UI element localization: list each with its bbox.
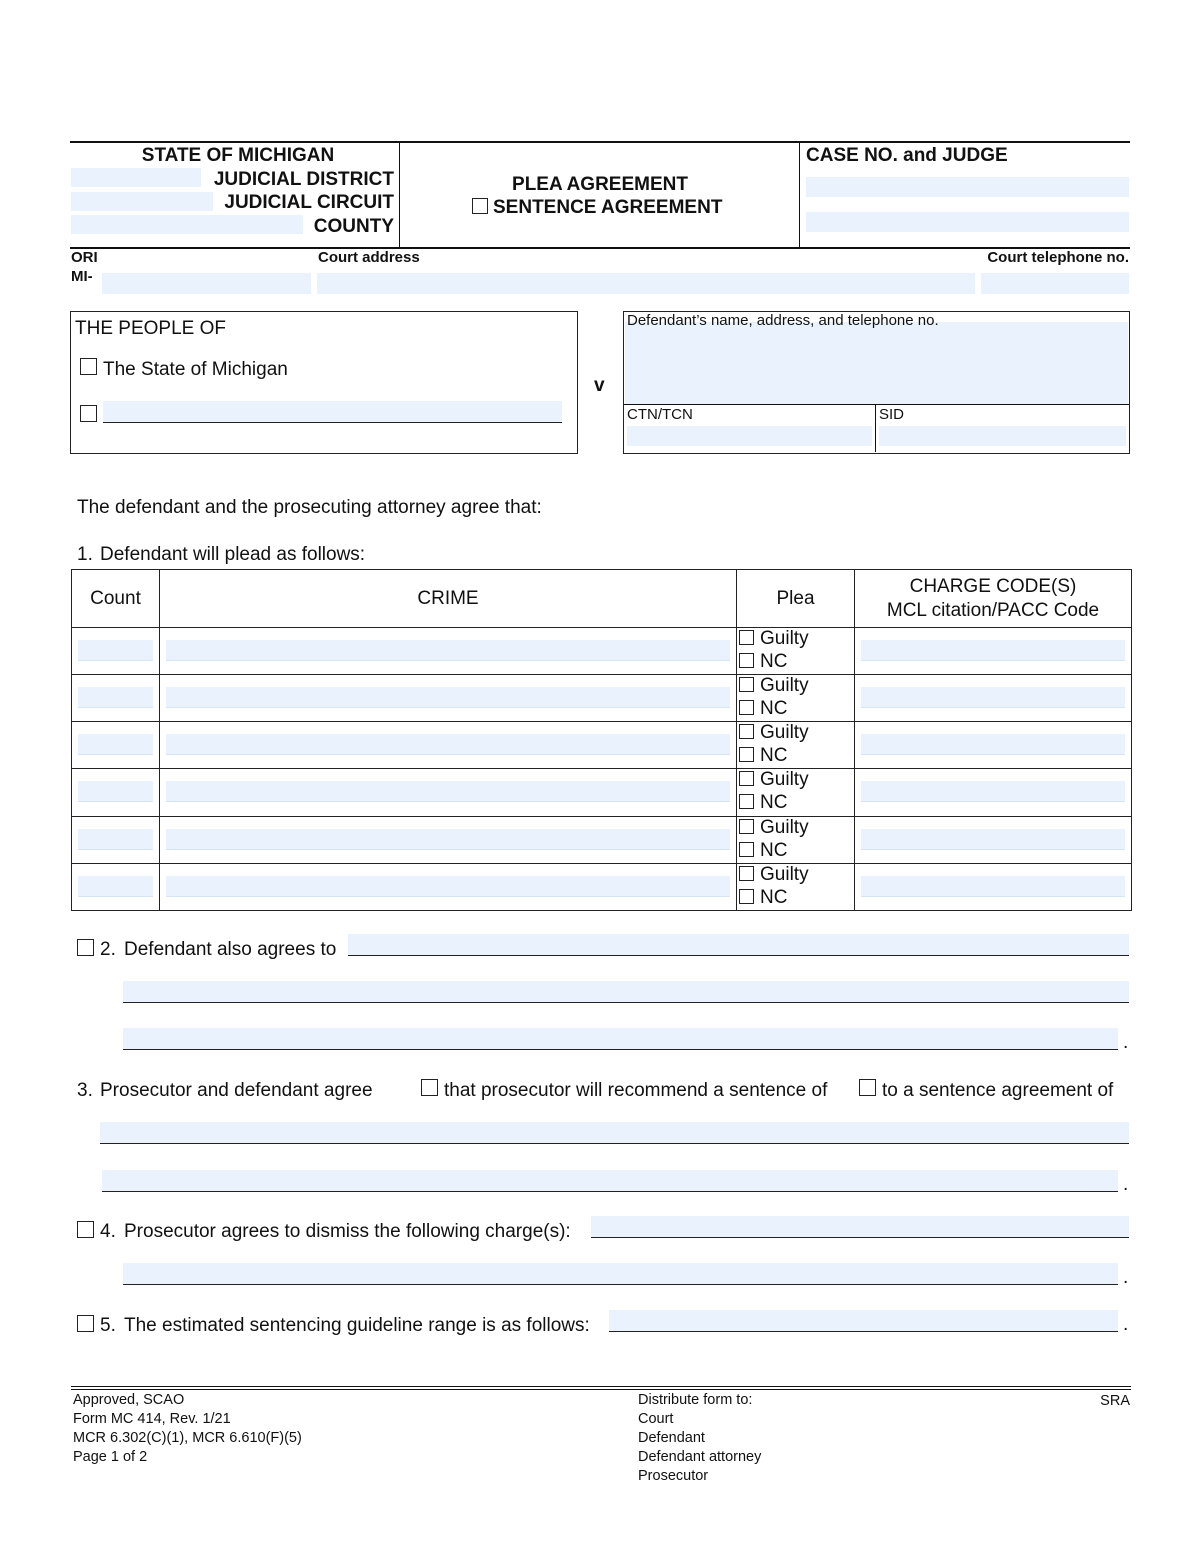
plea-table: [71, 569, 1132, 911]
count-field[interactable]: [78, 687, 153, 708]
state-label: STATE OF MICHIGAN: [141, 145, 335, 166]
plea-nc-checkbox[interactable]: [739, 747, 754, 762]
item4-field-line1[interactable]: [591, 1216, 1129, 1238]
plea-nc-checkbox[interactable]: [739, 653, 754, 668]
item4-number: 4.: [100, 1221, 116, 1242]
count-field[interactable]: [78, 876, 153, 897]
item2-text: Defendant also agrees to: [124, 939, 337, 960]
plea-guilty-label: Guilty: [760, 863, 809, 885]
case-no-field[interactable]: [806, 177, 1129, 197]
footer-defendant-attorney: Defendant attorney: [638, 1449, 762, 1465]
count-field[interactable]: [78, 781, 153, 802]
charge-code-field[interactable]: [861, 781, 1125, 802]
plea-guilty-label: Guilty: [760, 816, 809, 838]
crime-cell: [160, 769, 737, 816]
footer-distribute: Distribute form to:: [638, 1392, 753, 1408]
charge-code-field[interactable]: [861, 876, 1125, 897]
crime-field[interactable]: [166, 876, 730, 897]
judicial-circuit-field[interactable]: [71, 192, 213, 211]
item4-checkbox[interactable]: [77, 1221, 94, 1238]
plea-nc-checkbox[interactable]: [739, 842, 754, 857]
people-of-label: THE PEOPLE OF: [75, 318, 226, 339]
judicial-circuit-label: JUDICIAL CIRCUIT: [224, 192, 394, 213]
plea-nc-label: NC: [760, 792, 788, 814]
plea-guilty-checkbox[interactable]: [739, 724, 754, 739]
count-field[interactable]: [78, 640, 153, 661]
plea-guilty-label: Guilty: [760, 675, 809, 697]
count-cell: [72, 863, 160, 910]
plea-option-guilty[interactable]: [739, 817, 809, 839]
plea-option-nc[interactable]: [739, 745, 787, 767]
table-row: [72, 628, 1132, 675]
plea-cell: [737, 628, 855, 675]
plea-nc-label: NC: [760, 839, 788, 861]
crime-field[interactable]: [166, 781, 730, 802]
item2-checkbox[interactable]: [77, 939, 94, 956]
footer-page: Page 1 of 2: [73, 1449, 148, 1465]
ctn-sid-divider: [875, 404, 876, 452]
plea-nc-checkbox[interactable]: [739, 700, 754, 715]
footer-rule-top: [71, 1386, 1131, 1387]
sentence-agreement-checkbox[interactable]: [472, 198, 488, 214]
plea-guilty-label: Guilty: [760, 628, 809, 649]
footer-prosecutor: Prosecutor: [638, 1468, 709, 1484]
case-no-judge-label: CASE NO. and JUDGE: [806, 145, 1008, 166]
item4-text: Prosecutor agrees to dismiss the following charge(s):: [124, 1221, 571, 1242]
footer-court: Court: [638, 1411, 674, 1427]
ori-field[interactable]: [102, 273, 311, 294]
plea-option-nc[interactable]: [739, 698, 787, 720]
item4-period: .: [1123, 1267, 1129, 1288]
intro-text: The defendant and the prosecuting attorney agree that:: [77, 497, 542, 518]
count-field[interactable]: [78, 734, 153, 755]
court-address-label: Court address: [318, 249, 420, 266]
crime-cell: [160, 628, 737, 675]
footer-form: Form MC 414, Rev. 1/21: [73, 1411, 231, 1427]
plea-nc-label: NC: [760, 886, 788, 908]
plea-guilty-label: Guilty: [760, 722, 809, 744]
plea-option-nc[interactable]: [739, 840, 787, 862]
crime-cell: [160, 863, 737, 910]
item3-field-line2[interactable]: [102, 1170, 1118, 1192]
ori-label: ORI: [71, 249, 98, 266]
item5-text: The estimated sentencing guideline range is as follows:: [124, 1315, 590, 1336]
plea-option-nc[interactable]: [739, 651, 787, 673]
item3-period: .: [1123, 1174, 1129, 1195]
plea-cell: [737, 675, 855, 722]
plea-option-guilty[interactable]: [739, 769, 809, 791]
crime-field[interactable]: [166, 640, 730, 661]
sid-label: SID: [879, 406, 905, 423]
versus-label: v: [594, 375, 605, 396]
other-plaintiff-checkbox[interactable]: [80, 405, 97, 422]
judicial-district-label: JUDICIAL DISTRICT: [213, 169, 394, 190]
defendant-info-label: Defendant’s name, address, and telephone no.: [627, 312, 939, 329]
other-plaintiff-field[interactable]: [103, 401, 562, 423]
crime-field[interactable]: [166, 829, 730, 850]
plea-guilty-checkbox[interactable]: [739, 819, 754, 834]
plea-nc-label: NC: [760, 651, 788, 672]
sentence-agreement-option-checkbox[interactable]: [859, 1079, 876, 1096]
crime-field[interactable]: [166, 734, 730, 755]
plea-nc-checkbox[interactable]: [739, 794, 754, 809]
charge-code-cell: [855, 816, 1132, 863]
plea-guilty-checkbox[interactable]: [739, 771, 754, 786]
plea-option-guilty[interactable]: [739, 722, 809, 744]
count-cell: [72, 628, 160, 675]
charge-code-field[interactable]: [861, 829, 1125, 850]
defendant-info-field[interactable]: [625, 322, 1128, 404]
plea-guilty-checkbox[interactable]: [739, 866, 754, 881]
charge-code-cell: [855, 722, 1132, 769]
count-field[interactable]: [78, 829, 153, 850]
state-of-michigan-label: The State of Michigan: [103, 359, 288, 380]
charge-code-cell: [855, 675, 1132, 722]
header-top-rule: [70, 141, 1130, 143]
plea-agreement-title: PLEA AGREEMENT: [512, 174, 688, 195]
mi-label: MI-: [71, 268, 93, 285]
judicial-district-field[interactable]: [71, 168, 201, 187]
plea-nc-checkbox[interactable]: [739, 889, 754, 904]
charge-code-header-line2: MCL citation/PACC Code: [886, 599, 1100, 621]
table-row: [72, 769, 1132, 816]
item5-checkbox[interactable]: [77, 1315, 94, 1332]
plea-option-nc[interactable]: [739, 887, 787, 909]
charge-code-cell: [855, 628, 1132, 675]
item3-text: Prosecutor and defendant agree: [100, 1080, 373, 1101]
plea-guilty-checkbox[interactable]: [739, 630, 754, 645]
judge-field[interactable]: [806, 212, 1129, 232]
charge-code-cell: [855, 769, 1132, 816]
footer-defendant: Defendant: [638, 1430, 705, 1446]
table-row: [72, 722, 1132, 769]
plea-cell: [737, 769, 855, 816]
charge-code-header-line1: CHARGE CODE(S): [909, 575, 1077, 597]
item2-period: .: [1123, 1032, 1129, 1053]
count-header: Count: [72, 570, 160, 628]
plea-nc-label: NC: [760, 745, 788, 767]
plea-option-guilty[interactable]: [739, 864, 809, 886]
county-field[interactable]: [71, 215, 303, 234]
recommend-sentence-checkbox[interactable]: [421, 1079, 438, 1096]
item2-field-line3[interactable]: [123, 1028, 1118, 1050]
county-label: COUNTY: [313, 216, 394, 237]
court-telephone-field[interactable]: [981, 273, 1129, 294]
plea-cell: [737, 722, 855, 769]
plea-header: Plea: [737, 570, 855, 628]
sentence-agreement-title: SENTENCE AGREEMENT: [493, 197, 723, 218]
court-telephone-label: Court telephone no.: [987, 249, 1129, 266]
crime-cell: [160, 675, 737, 722]
footer-mcr: MCR 6.302(C)(1), MCR 6.610(F)(5): [73, 1430, 302, 1446]
item4-field-line2[interactable]: [123, 1263, 1118, 1285]
item1-text: Defendant will plead as follows:: [100, 544, 366, 565]
defendant-box-divider: [624, 404, 1129, 405]
plea-option-guilty[interactable]: [739, 628, 809, 650]
item5-number: 5.: [100, 1315, 116, 1336]
table-row: [72, 675, 1132, 722]
charge-code-field[interactable]: [861, 734, 1125, 755]
sid-field[interactable]: [879, 426, 1126, 446]
item3-field-line1[interactable]: [100, 1122, 1129, 1144]
footer-approved: Approved, SCAO: [73, 1392, 185, 1408]
crime-cell: [160, 816, 737, 863]
footer-rule-bottom: [71, 1389, 1131, 1390]
ctn-tcn-label: CTN/TCN: [627, 406, 693, 423]
state-of-michigan-checkbox[interactable]: [80, 358, 97, 375]
charge-code-header: [855, 570, 1132, 628]
charge-code-field[interactable]: [861, 640, 1125, 661]
charge-code-cell: [855, 863, 1132, 910]
count-cell: [72, 722, 160, 769]
item2-number: 2.: [100, 939, 116, 960]
plea-option-nc[interactable]: [739, 792, 787, 814]
crime-field[interactable]: [166, 687, 730, 708]
item1-number: 1.: [77, 544, 93, 565]
plea-cell: [737, 816, 855, 863]
count-cell: [72, 675, 160, 722]
item2-field-line1[interactable]: [348, 934, 1129, 956]
crime-header: CRIME: [160, 570, 737, 628]
table-row: [72, 863, 1132, 910]
count-cell: [72, 816, 160, 863]
recommend-sentence-label: that prosecutor will recommend a sentence of: [444, 1080, 828, 1101]
plea-nc-label: NC: [760, 698, 788, 720]
item2-field-line2[interactable]: [123, 981, 1129, 1003]
count-cell: [72, 769, 160, 816]
plea-guilty-checkbox[interactable]: [739, 677, 754, 692]
item5-period: .: [1123, 1314, 1129, 1335]
court-address-field[interactable]: [317, 273, 975, 294]
plea-guilty-label: Guilty: [760, 769, 809, 791]
sentence-agreement-option-label: to a sentence agreement of: [882, 1080, 1114, 1101]
footer-code: SRA: [1100, 1393, 1130, 1409]
plea-table-header: [72, 570, 1132, 628]
ctn-tcn-field[interactable]: [627, 426, 872, 446]
charge-code-field[interactable]: [861, 687, 1125, 708]
item3-number: 3.: [77, 1080, 93, 1101]
plea-cell: [737, 863, 855, 910]
item5-field[interactable]: [609, 1310, 1118, 1332]
crime-cell: [160, 722, 737, 769]
plea-option-guilty[interactable]: [739, 675, 809, 697]
table-row: [72, 816, 1132, 863]
